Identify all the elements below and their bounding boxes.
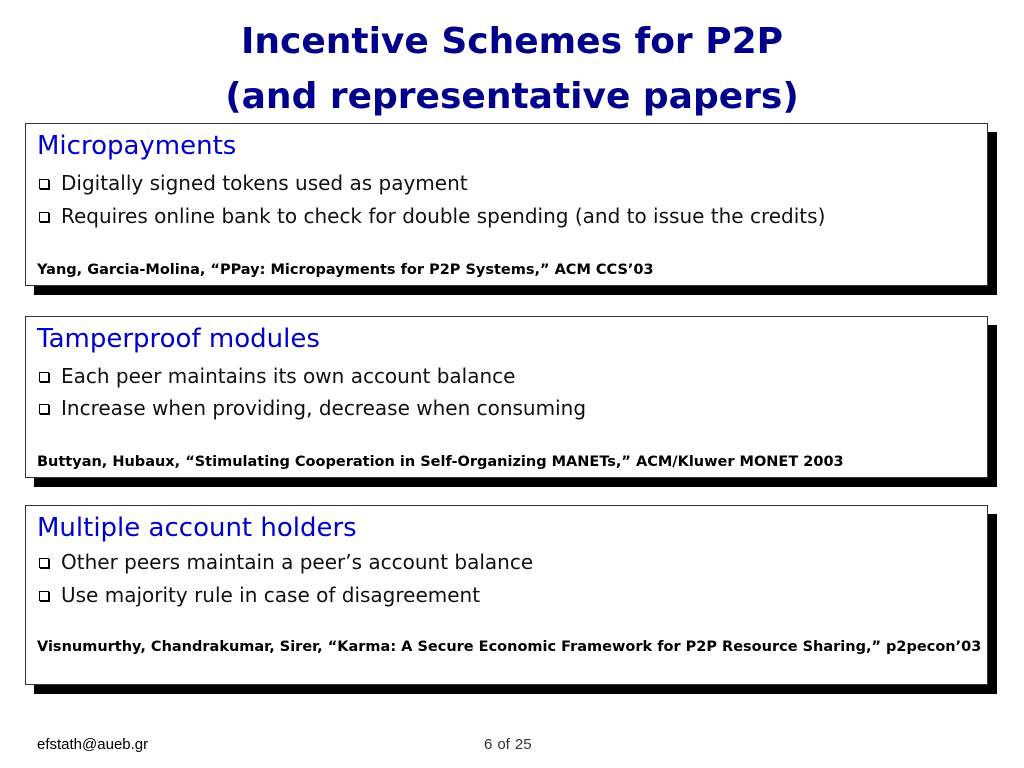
section-heading: Tamperproof modules <box>37 324 320 354</box>
bullet-text: Each peer maintains its own account balance <box>61 364 516 388</box>
bullet-item <box>39 585 480 605</box>
page-total: 25 <box>514 736 532 753</box>
checkbox-bullet-icon <box>39 372 49 382</box>
bullet-text: Use majority rule in case of disagreement <box>61 583 481 607</box>
section-tamperproof-modules <box>25 316 988 478</box>
paper-reference: Visnumurthy, Chandrakumar, Sirer, “Karma: A Secure Economic Framework for P2P Resource Sharing,” p2pecon’03 <box>37 639 982 655</box>
slide-subtitle: (and representative papers) <box>225 76 799 117</box>
bullet-item <box>39 173 468 193</box>
page-counter <box>484 737 537 752</box>
bullet-item <box>39 366 515 386</box>
bullet-text: Digitally signed tokens used as payment <box>61 171 468 195</box>
checkbox-bullet-icon <box>39 212 49 222</box>
checkbox-bullet-icon <box>39 404 49 414</box>
section-heading: Micropayments <box>37 131 237 161</box>
section-multiple-account-holders <box>25 505 988 685</box>
page-current: 6 <box>484 736 493 753</box>
paper-reference: Buttyan, Hubaux, “Stimulating Cooperation in Self-Organizing MANETs,” ACM/Kluwer MONET 2003 <box>37 454 844 470</box>
bullet-item <box>39 398 586 418</box>
section-micropayments <box>25 123 988 286</box>
checkbox-bullet-icon <box>39 558 49 568</box>
bullet-text: Requires online bank to check for double spending (and to issue the credits) <box>61 204 826 228</box>
checkbox-bullet-icon <box>39 591 49 601</box>
footer-email: efstath@aueb.gr <box>37 736 149 753</box>
checkbox-bullet-icon <box>39 179 49 189</box>
bullet-text: Other peers maintain a peer’s account balance <box>61 550 534 574</box>
bullet-item <box>39 206 825 226</box>
slide-title: Incentive Schemes for P2P <box>240 21 784 62</box>
bullet-text: Increase when providing, decrease when consuming <box>61 396 587 420</box>
section-heading: Multiple account holders <box>37 513 357 543</box>
bullet-item <box>39 552 533 572</box>
paper-reference: Yang, Garcia-Molina, “PPay: Micropayments for P2P Systems,” ACM CCS’03 <box>37 262 654 278</box>
page-of: of <box>497 736 510 753</box>
